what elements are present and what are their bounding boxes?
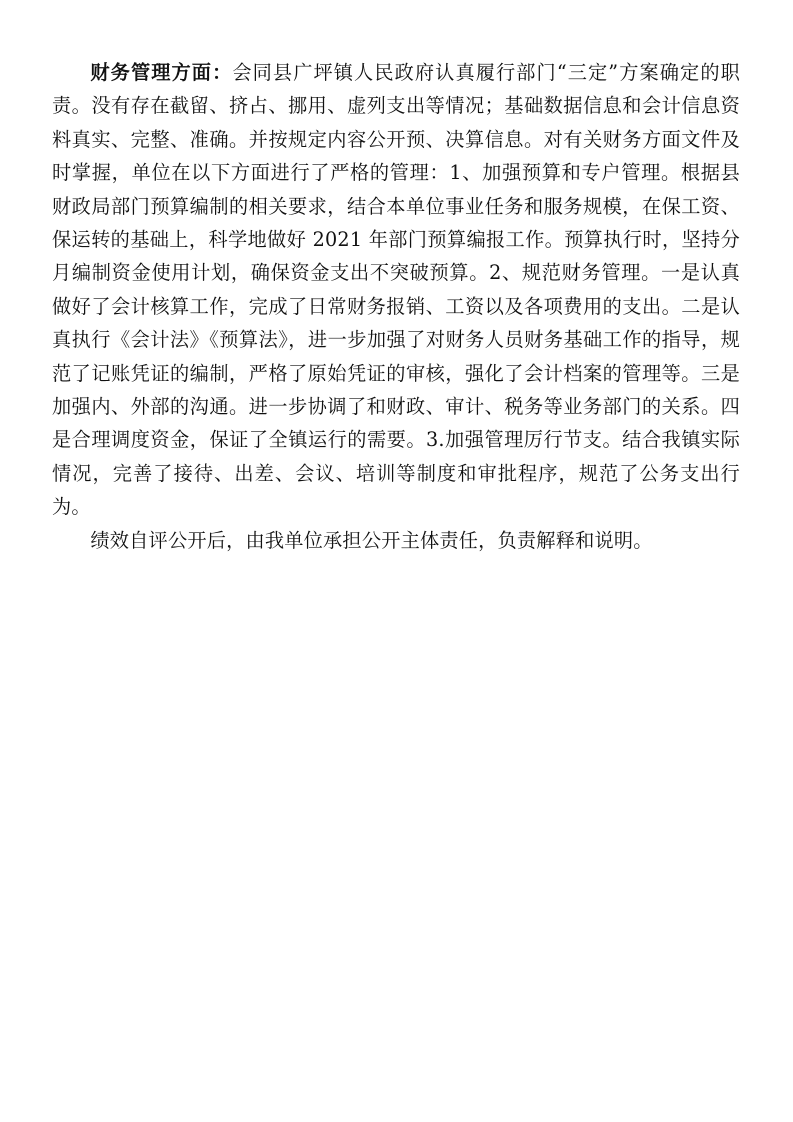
paragraph-disclosure-responsibility [52, 524, 740, 557]
document-body [52, 56, 740, 557]
section-heading-financial-management: 财务管理方面： [90, 61, 233, 84]
paragraph-financial-management [52, 56, 740, 524]
paragraph-text-financial-management: 会同县广坪镇人民政府认真履行部门“三定”方案确定的职责。没有存在截留、挤占、挪用、虚列支出等情况；基础数据信息和会计信息资料真实、完整、准确。并按规定内容公开预、决算信息。对有关财务方面文件及时掌握，单位在以下方面进行了严格的管理：1、加强预算和专户管理。根据县财政局部门预算编制的相关要求，结合本单位事业任务和服务规模，在保工资、保运转的基础上，科学地做好 2021 年部门预算编报工作。预算执行时，坚持分月编制资金使用计划，确保资金支出不突破预算。2、规范财务管理。一是认真做好了会计核算工作，完成了日常财务报销、工资以及各项费用的支出。二是认真执行《会计法》《预算法》，进一步加强了对财务人员财务基础工作的指导，规范了记账凭证的编制，严格了原始凭证的审核，强化了会计档案的管理等。三是加强内、外部的沟通。进一步协调了和财政、审计、税务等业务部门的关系。四是合理调度资金，保证了全镇运行的需要。3.加强管理厉行节支。结合我镇实际情况，完善了接待、出差、会议、培训等制度和审批程序，规范了公务支出行为。 [52, 61, 740, 519]
paragraph-text-disclosure-responsibility: 绩效自评公开后，由我单位承担公开主体责任，负责解释和说明。 [90, 528, 653, 552]
